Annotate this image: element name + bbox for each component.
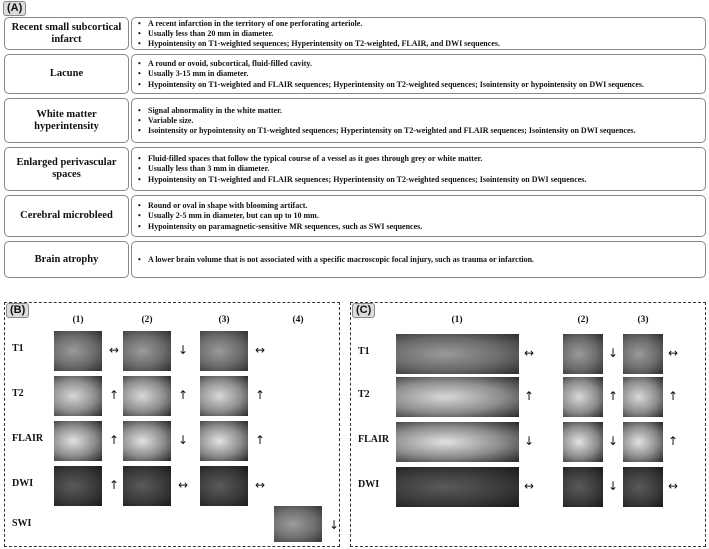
definition-bullet: • A round or ovoid, subcortical, fluid-filled cavity. — [138, 59, 699, 69]
signal-arrow: ↓ — [523, 434, 535, 448]
signal-arrow: ↑ — [254, 433, 266, 447]
definition-bullet: • Usually 2-5 mm in diameter, but can up to 10 mm. — [138, 211, 699, 221]
mri-image — [54, 421, 102, 461]
signal-arrow: ↓ — [607, 479, 619, 493]
sequence-label: T1 — [358, 346, 370, 357]
mri-image — [200, 421, 248, 461]
definition-box — [131, 147, 706, 191]
signal-arrow: ↔ — [254, 478, 266, 492]
mri-image — [54, 466, 102, 506]
definition-bullet: • Hypointensity on paramagnetic-sensitive MR sequences, such as SWI sequences. — [138, 222, 699, 232]
column-header: (1) — [72, 315, 84, 325]
sequence-label: DWI — [358, 479, 380, 490]
mri-image — [123, 421, 171, 461]
mri-image — [54, 331, 102, 371]
definition-bullet: • Isointensity or hypointensity on T1-weighted sequences; Hyperintensity on T2-weighted and FLAIR sequences; Isointensity on DWI sequences. — [138, 126, 699, 136]
signal-arrow: ↔ — [254, 343, 266, 357]
mri-image — [123, 331, 171, 371]
mri-image — [623, 334, 663, 374]
signal-arrow: ↔ — [108, 343, 120, 357]
column-header: (2) — [141, 315, 153, 325]
column-header: (3) — [218, 315, 230, 325]
signal-arrow: ↔ — [523, 346, 535, 360]
panel-b-label: (B) — [6, 303, 29, 318]
definition-bullet: • Variable size. — [138, 116, 699, 126]
definition-row — [4, 241, 706, 278]
column-header: (3) — [637, 315, 649, 325]
mri-image — [54, 376, 102, 416]
sequence-label: DWI — [12, 478, 34, 489]
definition-row — [4, 147, 706, 191]
signal-arrow: ↑ — [667, 434, 679, 448]
definition-bullet: • A recent infarction in the territory of one perforating arteriole. — [138, 19, 699, 29]
term-label: Brain atrophy — [4, 241, 129, 278]
definition-bullet: • Hypointensity on T1-weighted and FLAIR sequences; Hyperintensity on T2-weighted sequences; Isointensity on DWI sequences. — [138, 175, 699, 185]
definition-row — [4, 195, 706, 237]
mri-image — [396, 467, 519, 507]
definition-row — [4, 17, 706, 50]
term-label: Enlarged perivascular spaces — [4, 147, 129, 191]
signal-arrow: ↔ — [667, 479, 679, 493]
signal-arrow: ↓ — [177, 433, 189, 447]
column-header: (1) — [451, 315, 463, 325]
term-label: White matter hyperintensity — [4, 98, 129, 143]
signal-arrow: ↔ — [667, 346, 679, 360]
signal-arrow: ↑ — [254, 388, 266, 402]
signal-arrow: ↔ — [523, 479, 535, 493]
definition-box — [131, 241, 706, 278]
sequence-label: SWI — [12, 518, 32, 529]
mri-image — [396, 377, 519, 417]
mri-image — [623, 467, 663, 507]
sequence-label: T1 — [12, 343, 24, 354]
signal-arrow: ↔ — [177, 478, 189, 492]
signal-arrow: ↑ — [108, 478, 120, 492]
signal-arrow: ↓ — [607, 434, 619, 448]
sequence-label: T2 — [12, 388, 24, 399]
term-label: Cerebral microbleed — [4, 195, 129, 237]
mri-image — [563, 422, 603, 462]
definition-box — [131, 98, 706, 143]
definition-row — [4, 98, 706, 143]
sequence-label: T2 — [358, 389, 370, 400]
column-header: (4) — [292, 315, 304, 325]
definition-box — [131, 195, 706, 237]
mri-image — [200, 331, 248, 371]
definition-bullet: • Usually 3-15 mm in diameter. — [138, 69, 699, 79]
mri-image — [200, 376, 248, 416]
mri-image — [274, 506, 322, 542]
term-label: Recent small subcortical infarct — [4, 17, 129, 50]
definition-bullet: • Usually less than 20 mm in diameter. — [138, 29, 699, 39]
sequence-label: FLAIR — [12, 433, 44, 444]
mri-image — [123, 376, 171, 416]
definition-bullet: • Fluid-filled spaces that follow the typical course of a vessel as it goes through grey or white matter. — [138, 154, 699, 164]
definition-bullet: • Hypointensity on T1-weighted and FLAIR sequences; Hyperintensity on T2-weighted sequences; Isointensity or hypointensity on DWI sequences. — [138, 80, 699, 90]
definition-box — [131, 17, 706, 50]
mri-image — [623, 422, 663, 462]
mri-image — [396, 334, 519, 374]
mri-image — [623, 377, 663, 417]
definition-bullet: • A lower brain volume that is not associated with a specific macroscopic focal injury, such as trauma or infarction. — [138, 255, 699, 265]
mri-image — [396, 422, 519, 462]
definition-bullet: • Hypointensity on T1-weighted sequences; Hyperintensity on T2-weighted, FLAIR, and DWI sequences. — [138, 39, 699, 49]
column-header: (2) — [577, 315, 589, 325]
definition-row — [4, 54, 706, 94]
signal-arrow: ↑ — [607, 389, 619, 403]
definition-bullet: • Signal abnormality in the white matter. — [138, 106, 699, 116]
mri-image — [563, 467, 603, 507]
term-label: Lacune — [4, 54, 129, 94]
mri-image — [563, 334, 603, 374]
definition-bullet: • Round or oval in shape with blooming artifact. — [138, 201, 699, 211]
signal-arrow: ↑ — [108, 433, 120, 447]
sequence-label: FLAIR — [358, 434, 390, 445]
signal-arrow: ↓ — [328, 518, 340, 532]
signal-arrow: ↓ — [177, 343, 189, 357]
definition-bullet: • Usually less than 3 mm in diameter. — [138, 164, 699, 174]
mri-image — [123, 466, 171, 506]
panel-a-label: (A) — [3, 1, 26, 16]
signal-arrow: ↑ — [108, 388, 120, 402]
signal-arrow: ↓ — [607, 346, 619, 360]
signal-arrow: ↑ — [177, 388, 189, 402]
mri-image — [200, 466, 248, 506]
signal-arrow: ↑ — [523, 389, 535, 403]
mri-image — [563, 377, 603, 417]
signal-arrow: ↑ — [667, 389, 679, 403]
definition-box — [131, 54, 706, 94]
panel-c-label: (C) — [352, 303, 375, 318]
